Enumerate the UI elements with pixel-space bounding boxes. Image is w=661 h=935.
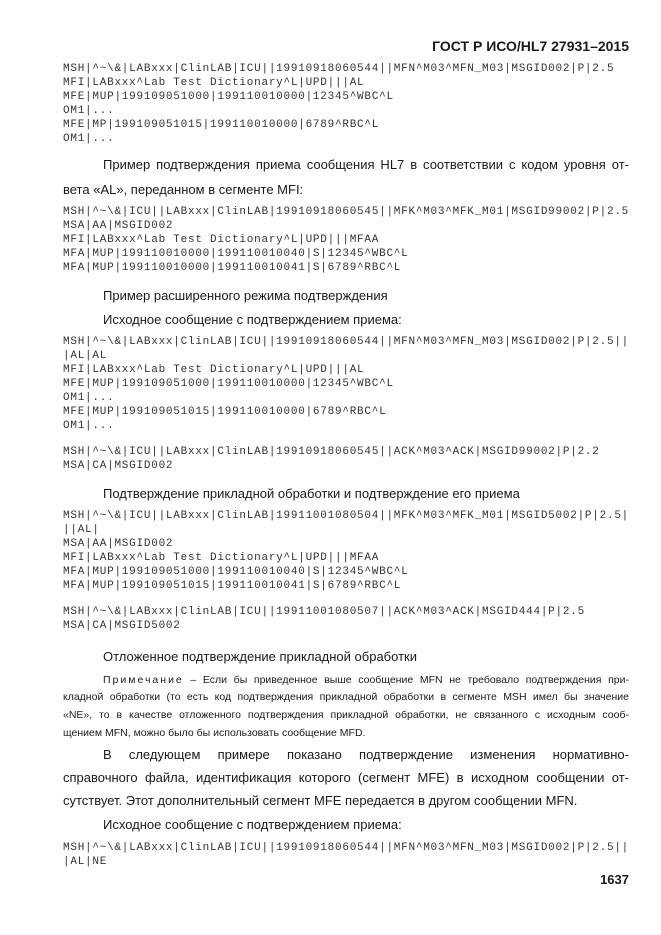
note-line: кладной обработки (то есть код подтверждения прикладной обработки в сегменте MSH имел бы значение — [63, 691, 629, 703]
code-line: MSH|^~\&|ICU||LABxxx|ClinLAB|19910918060545||MFK^M03^MFK_M01|MSGID99002|P|2.5 — [63, 206, 630, 218]
code-line: MSH|^~\&|LABxxx|ClinLAB|ICU||19910918060544||MFN^M03^MFN_M03|MSGID002|P|2.5|| — [63, 336, 630, 348]
code-line: MFA|MUP|199109051015|199110010041|S|6789^RBC^L — [63, 580, 402, 592]
paragraph-line: Исходное сообщение с подтверждением приема: — [103, 817, 402, 832]
paragraph-line: сутствует. Этот дополнительный сегмент MFE передается в другом сообщении MFN. — [63, 793, 578, 808]
code-line: MSA|AA|MSGID002 — [63, 538, 174, 550]
paragraph-line: Пример расширенного режима подтверждения — [103, 288, 388, 303]
note-text: – Если бы приведенное выше сообщение MFN не требовало подтверждения при- — [183, 674, 629, 686]
code-line: MFA|MUP|199109051000|199110010040|S|12345^WBC^L — [63, 566, 409, 578]
code-line: OM1|... — [63, 420, 115, 432]
code-line: MSA|CA|MSGID5002 — [63, 620, 181, 632]
document-header: ГОСТ Р ИСО/HL7 27931–2015 — [432, 38, 629, 54]
code-line: MFI|LABxxx^Lab Test Dictionary^L|UPD|||MFAA — [63, 552, 380, 564]
code-line: OM1|... — [63, 392, 115, 404]
note-line: «NE», то в качестве отложенного подтверждения прикладной обработки, не связанного с исходным сооб- — [63, 709, 629, 721]
code-line: MSA|CA|MSGID002 — [63, 460, 174, 472]
code-line: MFE|MUP|199109051000|199110010000|12345^WBC^L — [63, 91, 394, 103]
code-line: MFE|MUP|199109051000|199110010000|12345^WBC^L — [63, 378, 394, 390]
paragraph-line: Отложенное подтверждение прикладной обработки — [103, 649, 417, 664]
code-line: MFE|MUP|199109051015|199110010000|6789^RBC^L — [63, 406, 387, 418]
paragraph-line: вета «AL», переданном в сегменте MFI: — [63, 182, 304, 197]
paragraph-line: Пример подтверждения приема сообщения HL7 в соответствии с кодом уровня от- — [103, 157, 629, 172]
note-label: Примечание — [103, 674, 184, 686]
code-line: MSH|^~\&|LABxxx|ClinLAB|ICU||19910918060544||MFN^M03^MFN_M03|MSGID002|P|2.5 — [63, 63, 615, 75]
code-line: MSH|^~\&|ICU||LABxxx|ClinLAB|19910918060545||ACK^M03^ACK|MSGID99002|P|2.2 — [63, 446, 600, 458]
code-line: OM1|... — [63, 133, 115, 145]
paragraph-line: справочного файла, идентификация которого (сегмент MFE) в исходном сообщении от- — [63, 770, 629, 785]
code-line: MFE|MP|199109051015|199110010000|6789^RBC^L — [63, 119, 380, 131]
code-line: ||AL| — [63, 524, 100, 536]
code-line: MFI|LABxxx^Lab Test Dictionary^L|UPD|||MFAA — [63, 234, 380, 246]
paragraph-line: В следующем примере показано подтверждение изменения нормативно- — [103, 747, 629, 762]
code-line: MSH|^~\&|ICU||LABxxx|ClinLAB|19911001080504||MFK^M03^MFK_M01|MSGID5002|P|2.5| — [63, 510, 630, 522]
note-line: щением MFN, можно было бы использовать сообщение MFD. — [63, 727, 366, 739]
page-number: 1637 — [600, 872, 629, 887]
paragraph-line: Подтверждение прикладной обработки и подтверждение его приема — [103, 486, 520, 501]
code-line: OM1|... — [63, 105, 115, 117]
code-line: MSA|AA|MSGID002 — [63, 220, 174, 232]
code-line: MFA|MUP|199110010000|199110010040|S|12345^WBC^L — [63, 248, 409, 260]
code-line: MSH|^~\&|LABxxx|ClinLAB|ICU||19910918060544||MFN^M03^MFN_M03|MSGID002|P|2.5|| — [63, 842, 630, 854]
code-line: |AL|NE — [63, 856, 108, 868]
note-line — [103, 673, 629, 687]
paragraph-line: Исходное сообщение с подтверждением приема: — [103, 312, 402, 327]
code-line: MFI|LABxxx^Lab Test Dictionary^L|UPD|||AL — [63, 364, 365, 376]
code-line: MSH|^~\&|LABxxx|ClinLAB|ICU||19911001080507||ACK^M03^ACK|MSGID444|P|2.5 — [63, 606, 585, 618]
code-line: MFI|LABxxx^Lab Test Dictionary^L|UPD|||AL — [63, 77, 365, 89]
code-line: |AL|AL — [63, 350, 108, 362]
code-line: MFA|MUP|199110010000|199110010041|S|6789^RBC^L — [63, 262, 402, 274]
